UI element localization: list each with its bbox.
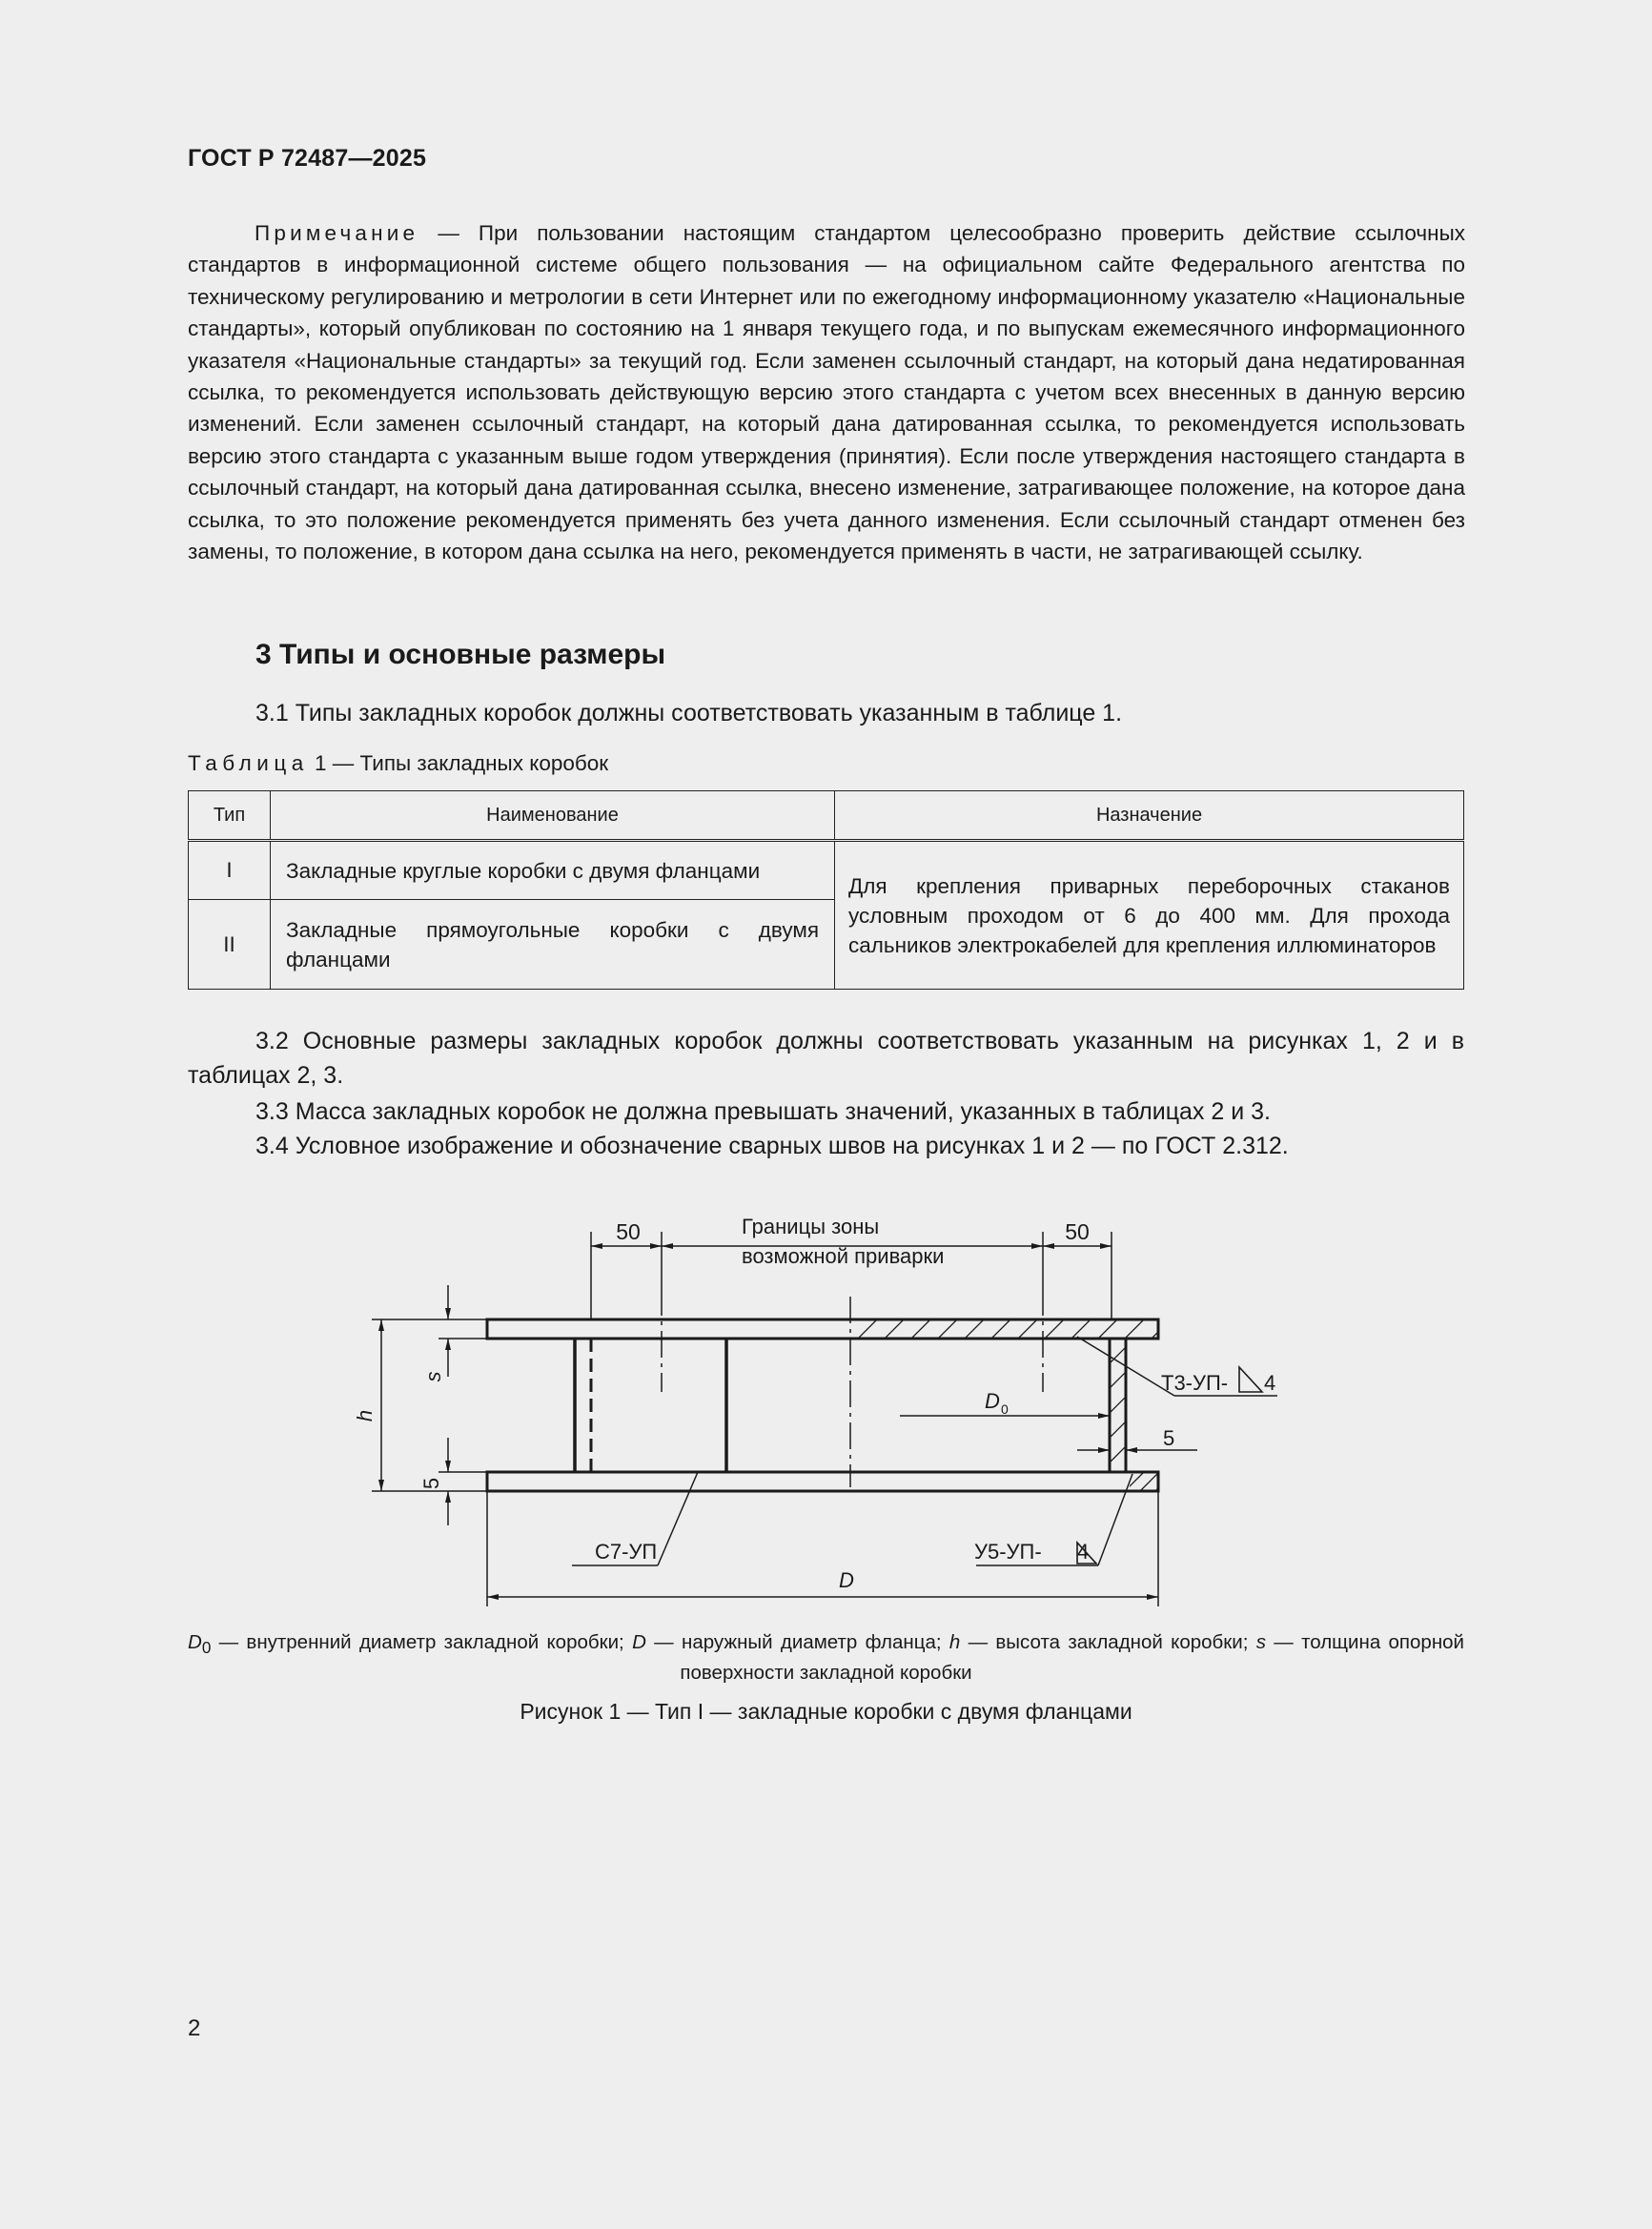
legend-h-symbol: h [948,1631,961,1653]
table-header-row [189,791,1464,841]
legend-d0-text: — внутренний диаметр закладной коробки; [211,1631,633,1653]
figure-1-drawing [343,1201,1276,1621]
name-cell: Закладные прямоугольные коробки с двумя фланцами [271,900,835,990]
paragraph-3-2: 3.2 Основные размеры закладных коробок должны соответствовать указанным на рисунках 1, 2 и в таблицах 2, 3. [188,1028,1464,1089]
paragraph-3-3: 3.3 Масса закладных коробок не должна превышать значений, указанных в таблицах 2 и 3. [255,1098,1271,1125]
section-title: 3 Типы и основные размеры [255,639,666,670]
header-type: Тип [189,791,271,841]
legend-s-symbol: s [1255,1631,1266,1653]
zone-label-line1: Границы зоны [742,1215,880,1238]
table-caption [188,751,608,776]
reference-note [188,217,1465,567]
document-header: ГОСТ Р 72487—2025 [188,145,427,172]
figure-legend [188,1630,1464,1686]
table-row [189,841,1464,900]
legend-d0-subscript: 0 [201,1639,212,1658]
table-caption-label: Таблица [188,751,309,775]
legend-d0-symbol: D [188,1631,202,1653]
types-table [188,790,1464,990]
header-name: Наименование [271,791,835,841]
type-cell: II [189,900,271,990]
paragraph-3-4: 3.4 Условное изображение и обозначение сварных швов на рисунках 1 и 2 — по ГОСТ 2.312. [255,1133,1289,1159]
zone-label-line2: возможной приварки [742,1244,945,1268]
page-number: 2 [188,2015,201,2041]
paragraph-3-1: 3.1 Типы закладных коробок должны соответствовать указанным в таблице 1. [255,700,1123,726]
bottom-flange [487,1472,1158,1491]
weld-c7-label: С7-УП [595,1540,658,1564]
note-label: Примечание [255,221,419,245]
legend-h-text: — высота закладной коробки; [960,1631,1256,1653]
weld-u5-label: У5-УП- [974,1540,1042,1564]
purpose-cell: Для крепления приварных переборочных стаканов условным проходом от 6 до 400 мм. Для прохода сальников электрокабелей для крепления иллюминаторов [835,841,1464,990]
legend-s-text: — толщина опорной поверхности закладной коробки [680,1631,1465,1685]
weld-t3-leg: 4 [1264,1371,1276,1395]
label-d0: D [985,1389,1000,1413]
top-flange [487,1319,1158,1339]
legend-d-symbol: D [632,1631,646,1653]
label-5-left: 5 [419,1477,443,1490]
label-s: s [421,1371,445,1382]
type-cell: I [189,841,271,900]
label-5-right: 5 [1163,1426,1175,1450]
note-text: — При пользовании настоящим стандартом целесообразно проверить действие ссылочных стандартов в информационной системе общего пользования — на официальном сайте Федерального агентства по техническому регулированию и метрологии в сети Интернет или по ежегодному информационному указателю «Национальные стандарты», который опубликован по состоянию на 1 января текущего года, и по выпускам ежемесячного информационного указателя «Национальные стандарты» за текущий год. Если заменен ссылочный стандарт, на который дана недатированная ссылка, то рекомендуется использовать действующую версию этого стандарта с учетом всех внесенных в данную версию изменений. Если заменен ссылочный стандарт, на который дана датированная ссылка, то рекомендуется использовать версию этого стандарта с указанным выше годом утверждения (принятия). Если после утверждения настоящего стандарта в ссылочный стандарт, на который дана датированная ссылка, внесено изменение, затрагивающее положение, на которое дана ссылка, то это положение рекомендуется применять без учета данного изменения. Если ссылочный стандарт отменен без замены, то положение, в котором дана ссылка на него, рекомендуется применять в части, не затрагивающей ссылку. [188,221,1465,564]
weld-u5-leg: 4 [1077,1540,1090,1564]
header-purpose: Назначение [835,791,1464,841]
dim-50-left: 50 [616,1219,641,1244]
label-h: h [353,1409,377,1422]
legend-d-text: — наружный диаметр фланца; [645,1631,949,1653]
figure-caption: Рисунок 1 — Тип I — закладные коробки с двумя фланцами [520,1699,1132,1724]
dim-50-right: 50 [1065,1219,1090,1244]
weld-t3-label: Т3-УП- [1161,1371,1229,1395]
label-d0-subscript: 0 [1001,1401,1009,1417]
table-caption-text: 1 — Типы закладных коробок [308,751,609,775]
label-d: D [839,1568,854,1592]
name-cell: Закладные круглые коробки с двумя фланцами [271,841,835,900]
